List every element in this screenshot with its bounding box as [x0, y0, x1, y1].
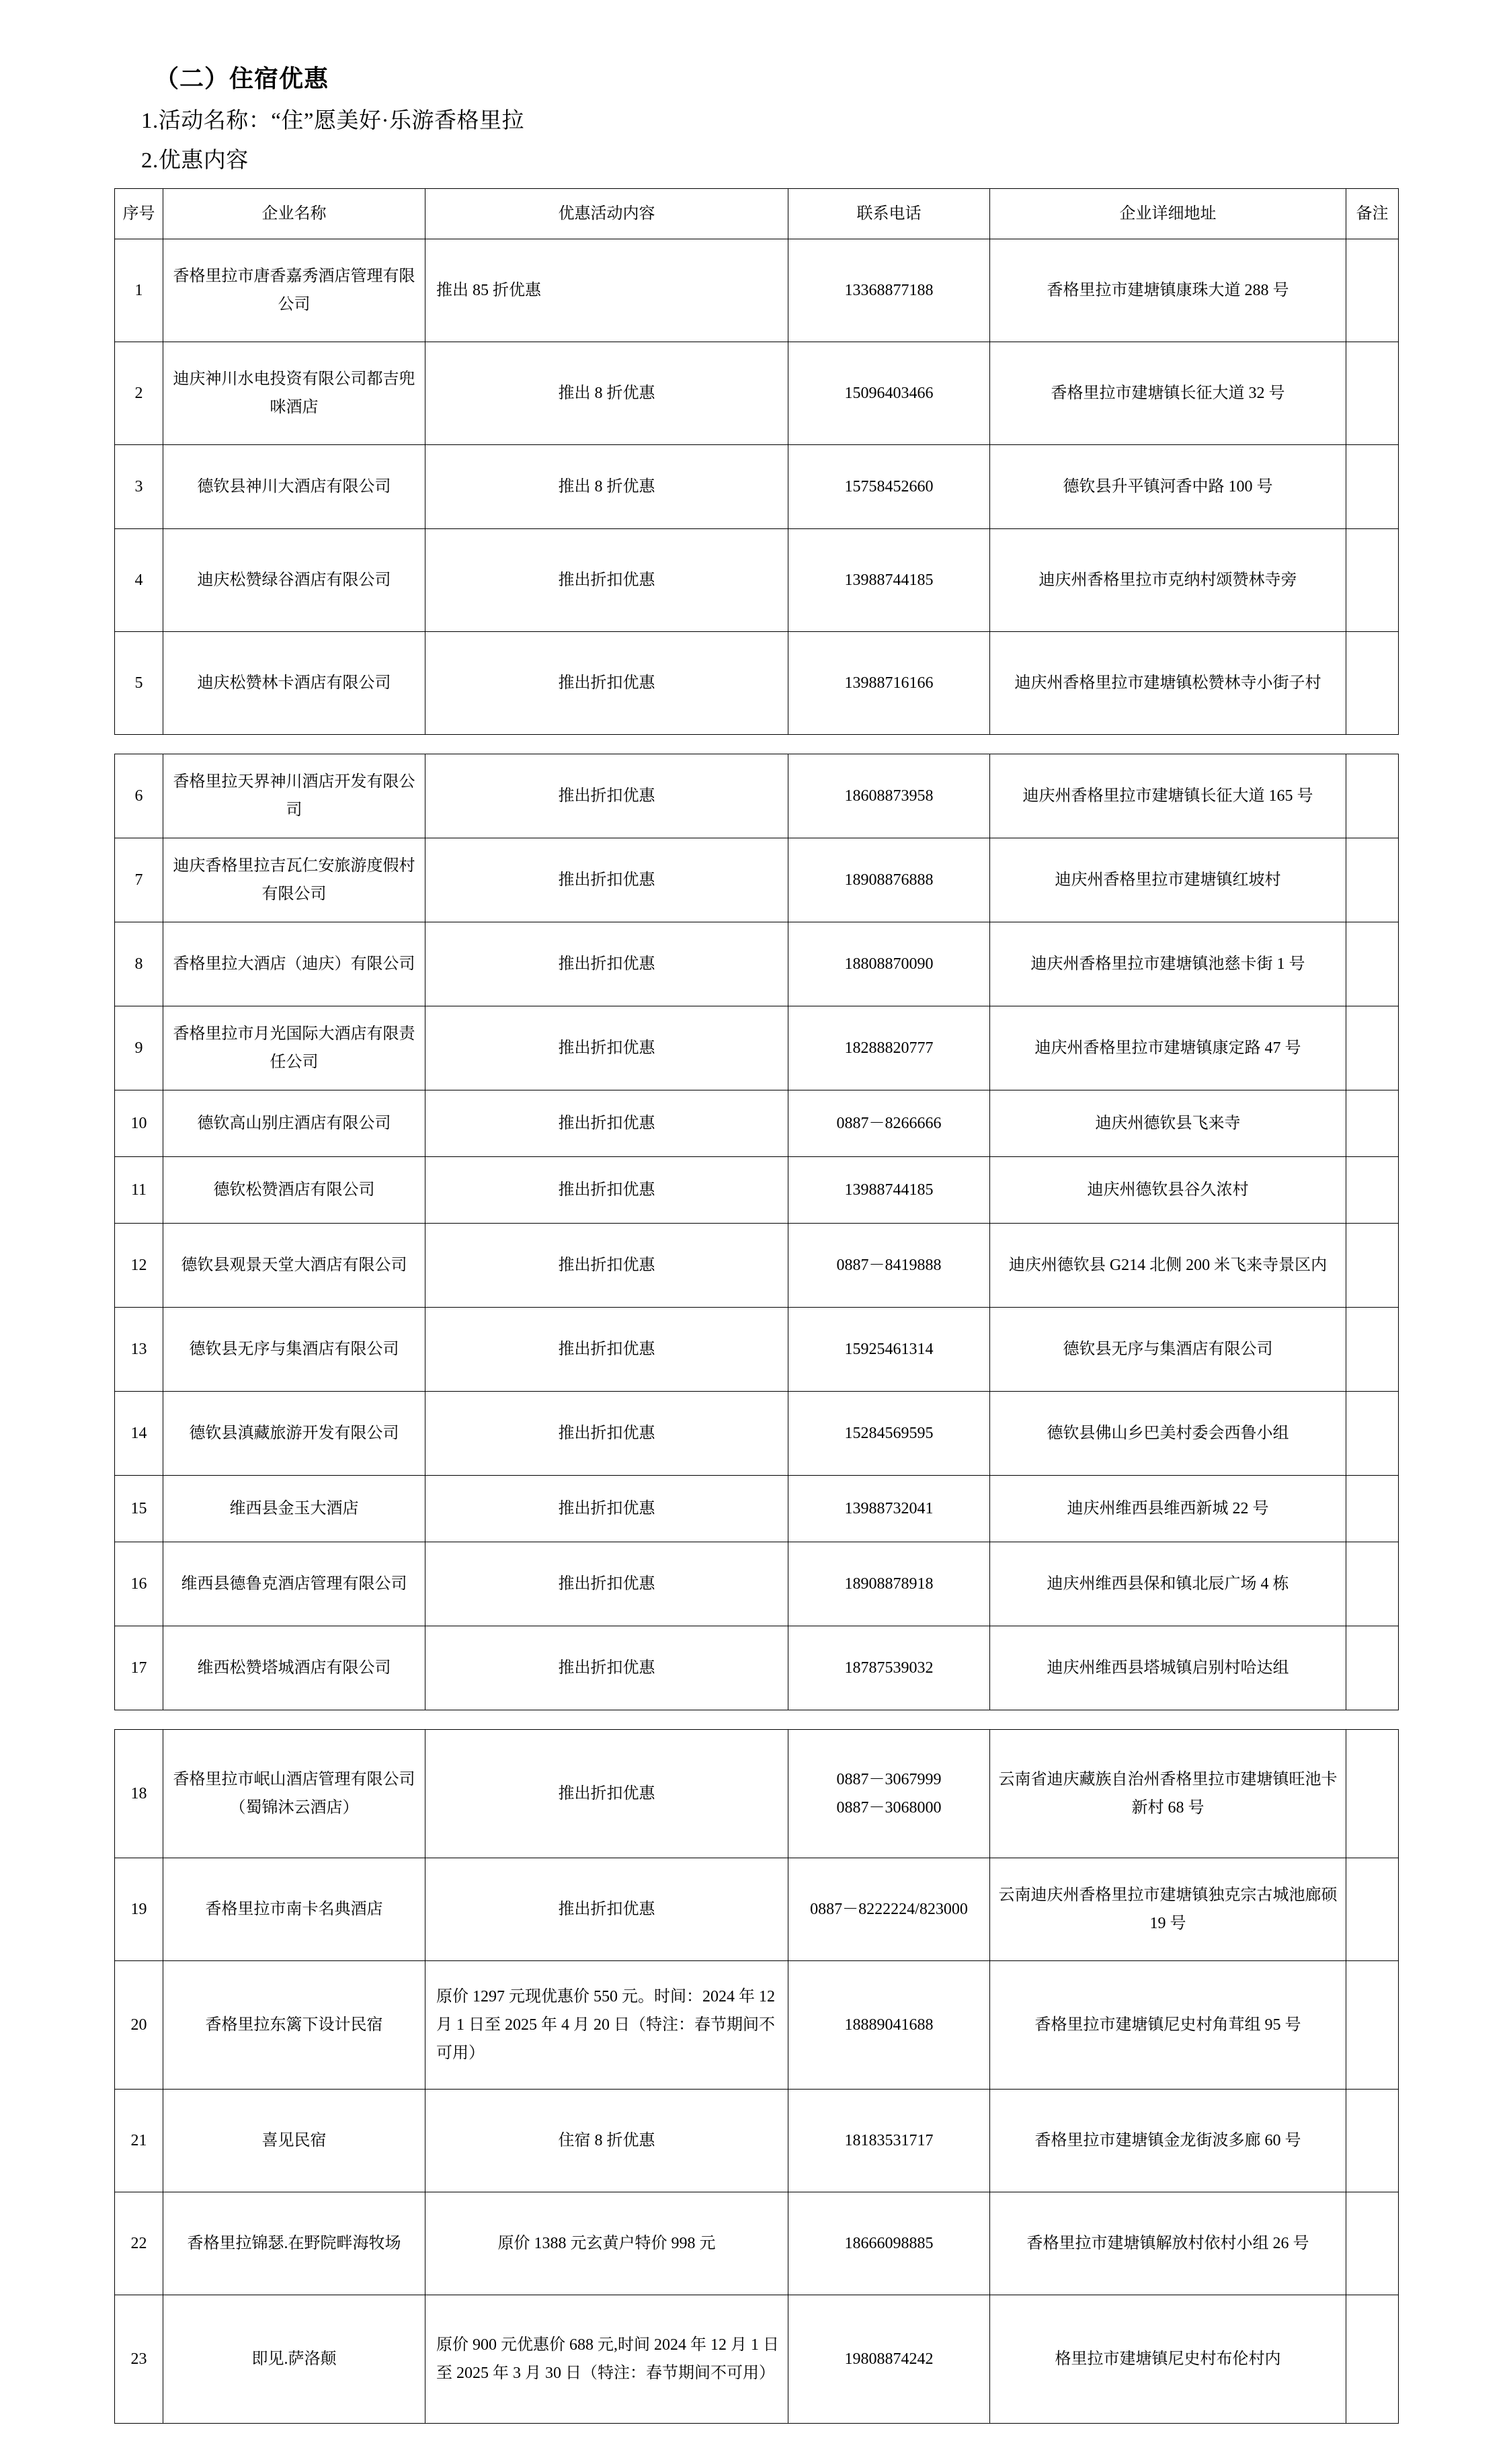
row-promotion: 住宿 8 折优惠 [425, 2089, 788, 2192]
table-row [115, 342, 1399, 444]
row-phone: 0887－8419888 [788, 1223, 990, 1307]
table-row [115, 631, 1399, 734]
promotion-table-block-2 [114, 754, 1399, 1710]
row-index: 1 [115, 239, 163, 342]
table-row [115, 528, 1399, 631]
row-address: 香格里拉市建塘镇尼史村角茸组 95 号 [990, 1960, 1346, 2089]
row-address: 迪庆州香格里拉市建塘镇康定路 47 号 [990, 1006, 1346, 1090]
row-note [1346, 1156, 1399, 1223]
table-row [115, 838, 1399, 922]
row-index: 18 [115, 1729, 163, 1858]
row-phone: 15925461314 [788, 1307, 990, 1391]
row-company: 德钦松赞酒店有限公司 [163, 1156, 425, 1223]
row-address: 德钦县佛山乡巴美村委会西鲁小组 [990, 1391, 1346, 1475]
row-index: 16 [115, 1542, 163, 1626]
row-address: 香格里拉市建塘镇康珠大道 288 号 [990, 239, 1346, 342]
row-index: 23 [115, 2295, 163, 2423]
row-promotion: 推出折扣优惠 [425, 528, 788, 631]
row-company: 香格里拉东篱下设计民宿 [163, 1960, 425, 2089]
row-promotion: 推出折扣优惠 [425, 1223, 788, 1307]
row-phone: 15096403466 [788, 342, 990, 444]
table-row [115, 1542, 1399, 1626]
table-row [115, 1307, 1399, 1391]
row-index: 8 [115, 922, 163, 1006]
row-promotion: 推出折扣优惠 [425, 1307, 788, 1391]
row-promotion: 推出折扣优惠 [425, 1156, 788, 1223]
row-address: 迪庆州香格里拉市建塘镇红坡村 [990, 838, 1346, 922]
row-company: 香格里拉市唐香嘉秀酒店管理有限公司 [163, 239, 425, 342]
row-promotion: 推出折扣优惠 [425, 1475, 788, 1542]
row-company: 德钦县无序与集酒店有限公司 [163, 1307, 425, 1391]
row-promotion: 推出折扣优惠 [425, 1391, 788, 1475]
row-address: 迪庆州德钦县 G214 北侧 200 米飞来寺景区内 [990, 1223, 1346, 1307]
row-promotion: 原价 1388 元玄黄户特价 998 元 [425, 2192, 788, 2295]
row-note [1346, 838, 1399, 922]
table-row [115, 1090, 1399, 1156]
row-promotion: 推出 8 折优惠 [425, 342, 788, 444]
row-index: 7 [115, 838, 163, 922]
row-phone: 15758452660 [788, 444, 990, 528]
row-company: 香格里拉天界神川酒店开发有限公司 [163, 754, 425, 838]
row-address: 迪庆州维西县保和镇北辰广场 4 栋 [990, 1542, 1346, 1626]
table-row [115, 754, 1399, 838]
row-index: 6 [115, 754, 163, 838]
row-address: 香格里拉市建塘镇金龙街波多廊 60 号 [990, 2089, 1346, 2192]
row-phone: 13988744185 [788, 528, 990, 631]
row-index: 4 [115, 528, 163, 631]
row-phone: 19808874242 [788, 2295, 990, 2423]
row-promotion: 推出折扣优惠 [425, 631, 788, 734]
row-index: 3 [115, 444, 163, 528]
row-promotion: 推出 8 折优惠 [425, 444, 788, 528]
row-company: 香格里拉大酒店（迪庆）有限公司 [163, 922, 425, 1006]
row-phone: 13988744185 [788, 1156, 990, 1223]
row-company: 维西松赞塔城酒店有限公司 [163, 1626, 425, 1710]
row-company: 迪庆松赞绿谷酒店有限公司 [163, 528, 425, 631]
row-address: 香格里拉市建塘镇解放村依村小组 26 号 [990, 2192, 1346, 2295]
table-row [115, 1960, 1399, 2089]
row-phone: 13368877188 [788, 239, 990, 342]
row-promotion: 推出 85 折优惠 [425, 239, 788, 342]
row-company: 德钦县观景天堂大酒店有限公司 [163, 1223, 425, 1307]
row-promotion: 推出折扣优惠 [425, 1090, 788, 1156]
row-note [1346, 631, 1399, 734]
row-company: 喜见民宿 [163, 2089, 425, 2192]
row-address: 迪庆州德钦县飞来寺 [990, 1090, 1346, 1156]
row-index: 19 [115, 1858, 163, 1960]
table-row [115, 444, 1399, 528]
activity-name-line: 1.活动名称：“住”愿美好·乐游香格里拉 [141, 109, 525, 133]
row-promotion: 原价 1297 元现优惠价 550 元。时间：2024 年 12 月 1 日至 2025 年 4 月 20 日（特注：春节期间不可用） [425, 1960, 788, 2089]
row-address: 德钦县无序与集酒店有限公司 [990, 1307, 1346, 1391]
row-index: 5 [115, 631, 163, 734]
row-address: 迪庆州德钦县谷久浓村 [990, 1156, 1346, 1223]
row-index: 9 [115, 1006, 163, 1090]
row-company: 维西县德鲁克酒店管理有限公司 [163, 1542, 425, 1626]
row-promotion: 推出折扣优惠 [425, 922, 788, 1006]
row-address: 香格里拉市建塘镇长征大道 32 号 [990, 342, 1346, 444]
col-header-promotion: 优惠活动内容 [425, 188, 788, 239]
row-phone: 18908878918 [788, 1542, 990, 1626]
table-block-spacer [114, 1710, 1395, 1729]
row-company: 德钦县神川大酒店有限公司 [163, 444, 425, 528]
row-index: 20 [115, 1960, 163, 2089]
page-title: （二）住宿优惠 [155, 65, 329, 92]
row-company: 维西县金玉大酒店 [163, 1475, 425, 1542]
row-company: 香格里拉市月光国际大酒店有限责任公司 [163, 1006, 425, 1090]
row-address: 迪庆州香格里拉市建塘镇池慈卡街 1 号 [990, 922, 1346, 1006]
row-phone: 15284569595 [788, 1391, 990, 1475]
table-row [115, 239, 1399, 342]
col-header-address: 企业详细地址 [990, 188, 1346, 239]
row-index: 11 [115, 1156, 163, 1223]
row-note [1346, 239, 1399, 342]
row-note [1346, 1626, 1399, 1710]
row-phone: 18787539032 [788, 1626, 990, 1710]
row-phone: 18808870090 [788, 922, 990, 1006]
table-row [115, 1156, 1399, 1223]
row-company: 德钦高山别庄酒店有限公司 [163, 1090, 425, 1156]
row-company: 香格里拉市岷山酒店管理有限公司（蜀锦沐云酒店） [163, 1729, 425, 1858]
row-promotion: 原价 900 元优惠价 688 元,时间 2024 年 12 月 1 日至 2025 年 3 月 30 日（特注：春节期间不可用） [425, 2295, 788, 2423]
row-note [1346, 1307, 1399, 1391]
row-promotion: 推出折扣优惠 [425, 1006, 788, 1090]
row-promotion: 推出折扣优惠 [425, 1542, 788, 1626]
row-note [1346, 1475, 1399, 1542]
row-index: 22 [115, 2192, 163, 2295]
promotion-table-block-1 [114, 188, 1399, 735]
row-promotion: 推出折扣优惠 [425, 754, 788, 838]
row-index: 17 [115, 1626, 163, 1710]
row-address: 迪庆州香格里拉市克纳村颂赞林寺旁 [990, 528, 1346, 631]
table-header-row [115, 188, 1399, 239]
row-note [1346, 1960, 1399, 2089]
row-note [1346, 2089, 1399, 2192]
table-row [115, 1858, 1399, 1960]
table-row [115, 1729, 1399, 1858]
row-note [1346, 1858, 1399, 1960]
row-phone: 18608873958 [788, 754, 990, 838]
col-header-phone: 联系电话 [788, 188, 990, 239]
col-header-company: 企业名称 [163, 188, 425, 239]
row-phone: 0887－8222224/823000 [788, 1858, 990, 1960]
table-row [115, 1475, 1399, 1542]
row-promotion: 推出折扣优惠 [425, 1626, 788, 1710]
row-note [1346, 754, 1399, 838]
row-company: 香格里拉市南卡名典酒店 [163, 1858, 425, 1960]
row-phone: 13988716166 [788, 631, 990, 734]
row-note [1346, 1729, 1399, 1858]
row-note [1346, 1090, 1399, 1156]
promotion-table-block-3 [114, 1729, 1399, 2424]
row-address: 云南省迪庆藏族自治州香格里拉市建塘镇旺池卡新村 68 号 [990, 1729, 1346, 1858]
row-address: 格里拉市建塘镇尼史村布伦村内 [990, 2295, 1346, 2423]
row-index: 21 [115, 2089, 163, 2192]
row-index: 15 [115, 1475, 163, 1542]
row-address: 迪庆州维西县塔城镇启别村哈达组 [990, 1626, 1346, 1710]
row-promotion: 推出折扣优惠 [425, 1858, 788, 1960]
table-row [115, 2192, 1399, 2295]
row-company: 德钦县滇藏旅游开发有限公司 [163, 1391, 425, 1475]
row-note [1346, 528, 1399, 631]
row-index: 10 [115, 1090, 163, 1156]
table-row [115, 1223, 1399, 1307]
row-note [1346, 1223, 1399, 1307]
row-phone: 0887－8266666 [788, 1090, 990, 1156]
table-row [115, 2089, 1399, 2192]
row-phone: 18183531717 [788, 2089, 990, 2192]
row-phone: 18288820777 [788, 1006, 990, 1090]
row-note [1346, 444, 1399, 528]
row-note [1346, 922, 1399, 1006]
row-promotion: 推出折扣优惠 [425, 1729, 788, 1858]
row-company: 迪庆神川水电投资有限公司都吉兜咪酒店 [163, 342, 425, 444]
row-company: 即见.萨洛颠 [163, 2295, 425, 2423]
table-row [115, 1006, 1399, 1090]
row-address: 迪庆州维西县维西新城 22 号 [990, 1475, 1346, 1542]
row-company: 迪庆香格里拉吉瓦仁安旅游度假村有限公司 [163, 838, 425, 922]
row-index: 2 [115, 342, 163, 444]
row-address: 迪庆州香格里拉市建塘镇松赞林寺小街子村 [990, 631, 1346, 734]
table-row [115, 1626, 1399, 1710]
table-block-spacer [114, 735, 1395, 754]
row-note [1346, 2192, 1399, 2295]
row-index: 14 [115, 1391, 163, 1475]
table-row [115, 1391, 1399, 1475]
row-index: 12 [115, 1223, 163, 1307]
row-address: 德钦县升平镇河香中路 100 号 [990, 444, 1346, 528]
row-note [1346, 1542, 1399, 1626]
table-row [115, 922, 1399, 1006]
table-row [115, 2295, 1399, 2423]
row-promotion: 推出折扣优惠 [425, 838, 788, 922]
row-phone: 0887－3067999 0887－3068000 [788, 1729, 990, 1858]
row-phone: 18908876888 [788, 838, 990, 922]
row-note [1346, 1391, 1399, 1475]
col-header-note: 备注 [1346, 188, 1399, 239]
row-note [1346, 1006, 1399, 1090]
row-index: 13 [115, 1307, 163, 1391]
col-header-index: 序号 [115, 188, 163, 239]
row-phone: 13988732041 [788, 1475, 990, 1542]
row-phone: 18666098885 [788, 2192, 990, 2295]
row-company: 迪庆松赞林卡酒店有限公司 [163, 631, 425, 734]
row-phone: 18889041688 [788, 1960, 990, 2089]
row-address: 云南迪庆州香格里拉市建塘镇独克宗古城池廊硕 19 号 [990, 1858, 1346, 1960]
row-company: 香格里拉锦瑟.在野院畔海牧场 [163, 2192, 425, 2295]
row-note [1346, 342, 1399, 444]
row-note [1346, 2295, 1399, 2423]
row-address: 迪庆州香格里拉市建塘镇长征大道 165 号 [990, 754, 1346, 838]
content-line: 2.优惠内容 [141, 148, 249, 173]
